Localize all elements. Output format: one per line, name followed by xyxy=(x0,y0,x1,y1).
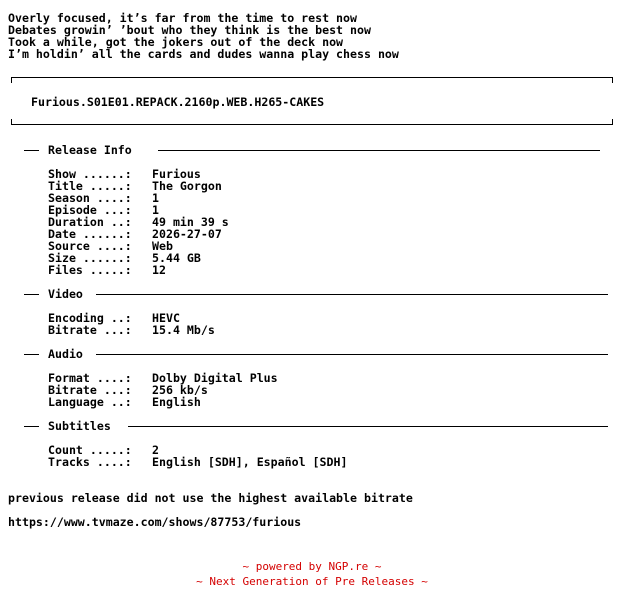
poem-line-2: Debates growin’ ’bout who they think is the best now xyxy=(8,23,371,37)
poem-line-3: Took a while, got the jokers out of the deck now xyxy=(8,35,344,49)
subtitles-row-count: Count .....: 2 xyxy=(48,443,159,457)
video-row-bitrate: Bitrate ...: 15.4 Mb/s xyxy=(48,323,215,337)
info-row-show: Show ......: Furious xyxy=(48,167,201,181)
audio-row-language: Language ..: English xyxy=(48,395,201,409)
info-row-source: Source ....: Web xyxy=(48,239,173,253)
video-row-encoding: Encoding ..: HEVC xyxy=(48,311,180,325)
section-title: Release Info xyxy=(48,143,132,157)
info-row-episode: Episode ...: 1 xyxy=(48,203,159,217)
audio-row-bitrate: Bitrate ...: 256 kb/s xyxy=(48,383,208,397)
section-title: Subtitles xyxy=(48,419,111,433)
info-row-size: Size ......: 5.44 GB xyxy=(48,251,201,265)
section-header-release-info xyxy=(24,144,600,156)
poem-line-1: Overly focused, it’s far from the time to rest now xyxy=(8,11,358,25)
footer-tagline: ~ Next Generation of Pre Releases ~ xyxy=(196,575,428,588)
section-header-video xyxy=(24,288,608,300)
section-title: Video xyxy=(48,287,83,301)
info-row-date: Date ......: 2026-27-07 xyxy=(48,227,222,241)
info-row-files: Files .....: 12 xyxy=(48,263,166,277)
poem-line-4: I’m holdin’ all the cards and dudes wanna play chess now xyxy=(8,47,399,61)
info-row-title: Title .....: The Gorgon xyxy=(48,179,222,193)
section-header-audio xyxy=(24,348,608,360)
show-url-link[interactable]: https://www.tvmaze.com/shows/87753/furious xyxy=(8,515,302,529)
footer-powered-by: ~ powered by NGP.re ~ xyxy=(242,560,382,573)
subtitles-row-tracks: Tracks ....: English [SDH], Español [SDH] xyxy=(48,455,348,469)
info-row-season: Season ....: 1 xyxy=(48,191,159,205)
release-name-box xyxy=(11,77,613,125)
section-header-subtitles xyxy=(24,420,608,432)
section-title: Audio xyxy=(48,347,83,361)
info-row-duration: Duration ..: 49 min 39 s xyxy=(48,215,229,229)
release-name: Furious.S01E01.REPACK.2160p.WEB.H265-CAKES xyxy=(31,95,325,109)
audio-row-format: Format ....: Dolby Digital Plus xyxy=(48,371,278,385)
repack-note: previous release did not use the highest available bitrate xyxy=(8,491,413,505)
